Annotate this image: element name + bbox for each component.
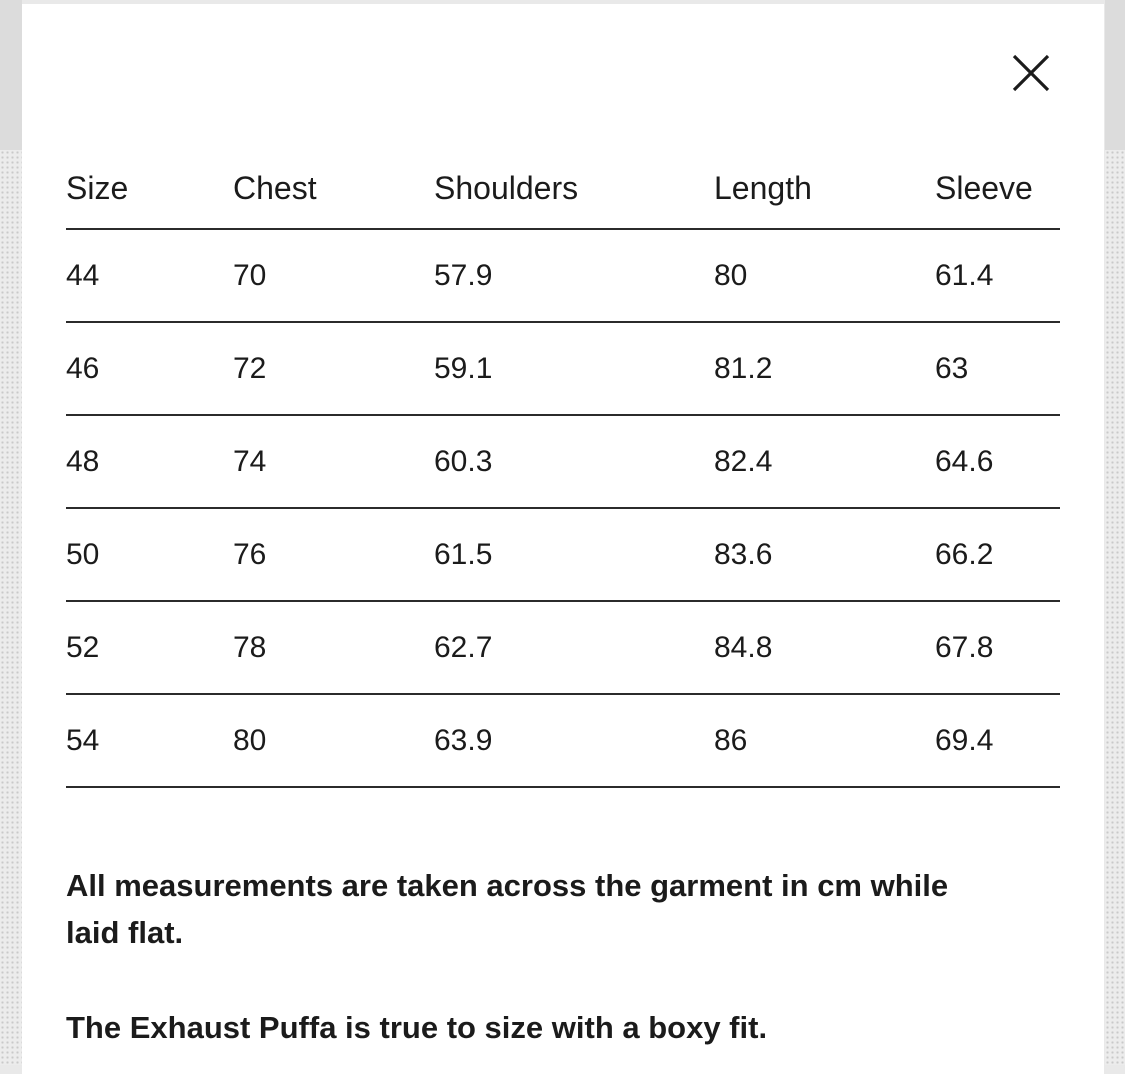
table-row [66, 602, 1060, 695]
close-icon [1008, 50, 1054, 96]
backdrop-top-right [1105, 0, 1125, 150]
table-row [66, 230, 1060, 323]
table-row [66, 695, 1060, 788]
cell-length: 83.6 [714, 537, 773, 571]
backdrop-right [1105, 0, 1125, 1065]
cell-shoulders: 62.7 [434, 630, 493, 664]
table-row [66, 323, 1060, 416]
size-table [66, 154, 1060, 788]
cell-shoulders: 61.5 [434, 537, 493, 571]
cell-shoulders: 59.1 [434, 351, 493, 385]
cell-size: 44 [66, 258, 100, 292]
cell-size: 46 [66, 351, 100, 385]
cell-size: 52 [66, 630, 100, 664]
cell-chest: 70 [233, 258, 267, 292]
backdrop-left [0, 0, 22, 1065]
cell-chest: 76 [233, 537, 267, 571]
cell-sleeve: 67.8 [935, 630, 994, 664]
header-chest: Chest [233, 170, 317, 206]
measurement-note: All measurements are taken across the garment in cm while laid flat. [66, 868, 949, 950]
header-shoulders: Shoulders [434, 170, 579, 206]
cell-length: 84.8 [714, 630, 773, 664]
table-row [66, 509, 1060, 602]
size-notes [66, 862, 1006, 1051]
size-guide-modal [22, 4, 1104, 1074]
cell-size: 50 [66, 537, 100, 571]
cell-sleeve: 61.4 [935, 258, 994, 292]
cell-length: 86 [714, 723, 748, 757]
cell-size: 54 [66, 723, 100, 757]
backdrop-top-left [0, 0, 22, 150]
cell-shoulders: 57.9 [434, 258, 493, 292]
cell-sleeve: 69.4 [935, 723, 994, 757]
cell-shoulders: 63.9 [434, 723, 493, 757]
cell-length: 82.4 [714, 444, 773, 478]
cell-length: 81.2 [714, 351, 773, 385]
cell-sleeve: 63 [935, 351, 969, 385]
table-header-row [66, 154, 1060, 230]
header-length: Length [714, 170, 812, 206]
close-button[interactable] [1008, 50, 1054, 96]
cell-chest: 80 [233, 723, 267, 757]
cell-length: 80 [714, 258, 748, 292]
cell-size: 48 [66, 444, 100, 478]
cell-sleeve: 64.6 [935, 444, 994, 478]
cell-shoulders: 60.3 [434, 444, 493, 478]
cell-chest: 74 [233, 444, 267, 478]
cell-chest: 78 [233, 630, 267, 664]
table-row [66, 416, 1060, 509]
fit-note: The Exhaust Puffa is true to size with a boxy fit. [66, 1010, 768, 1045]
header-sleeve: Sleeve [935, 170, 1033, 206]
cell-chest: 72 [233, 351, 267, 385]
cell-sleeve: 66.2 [935, 537, 994, 571]
header-size: Size [66, 170, 129, 206]
